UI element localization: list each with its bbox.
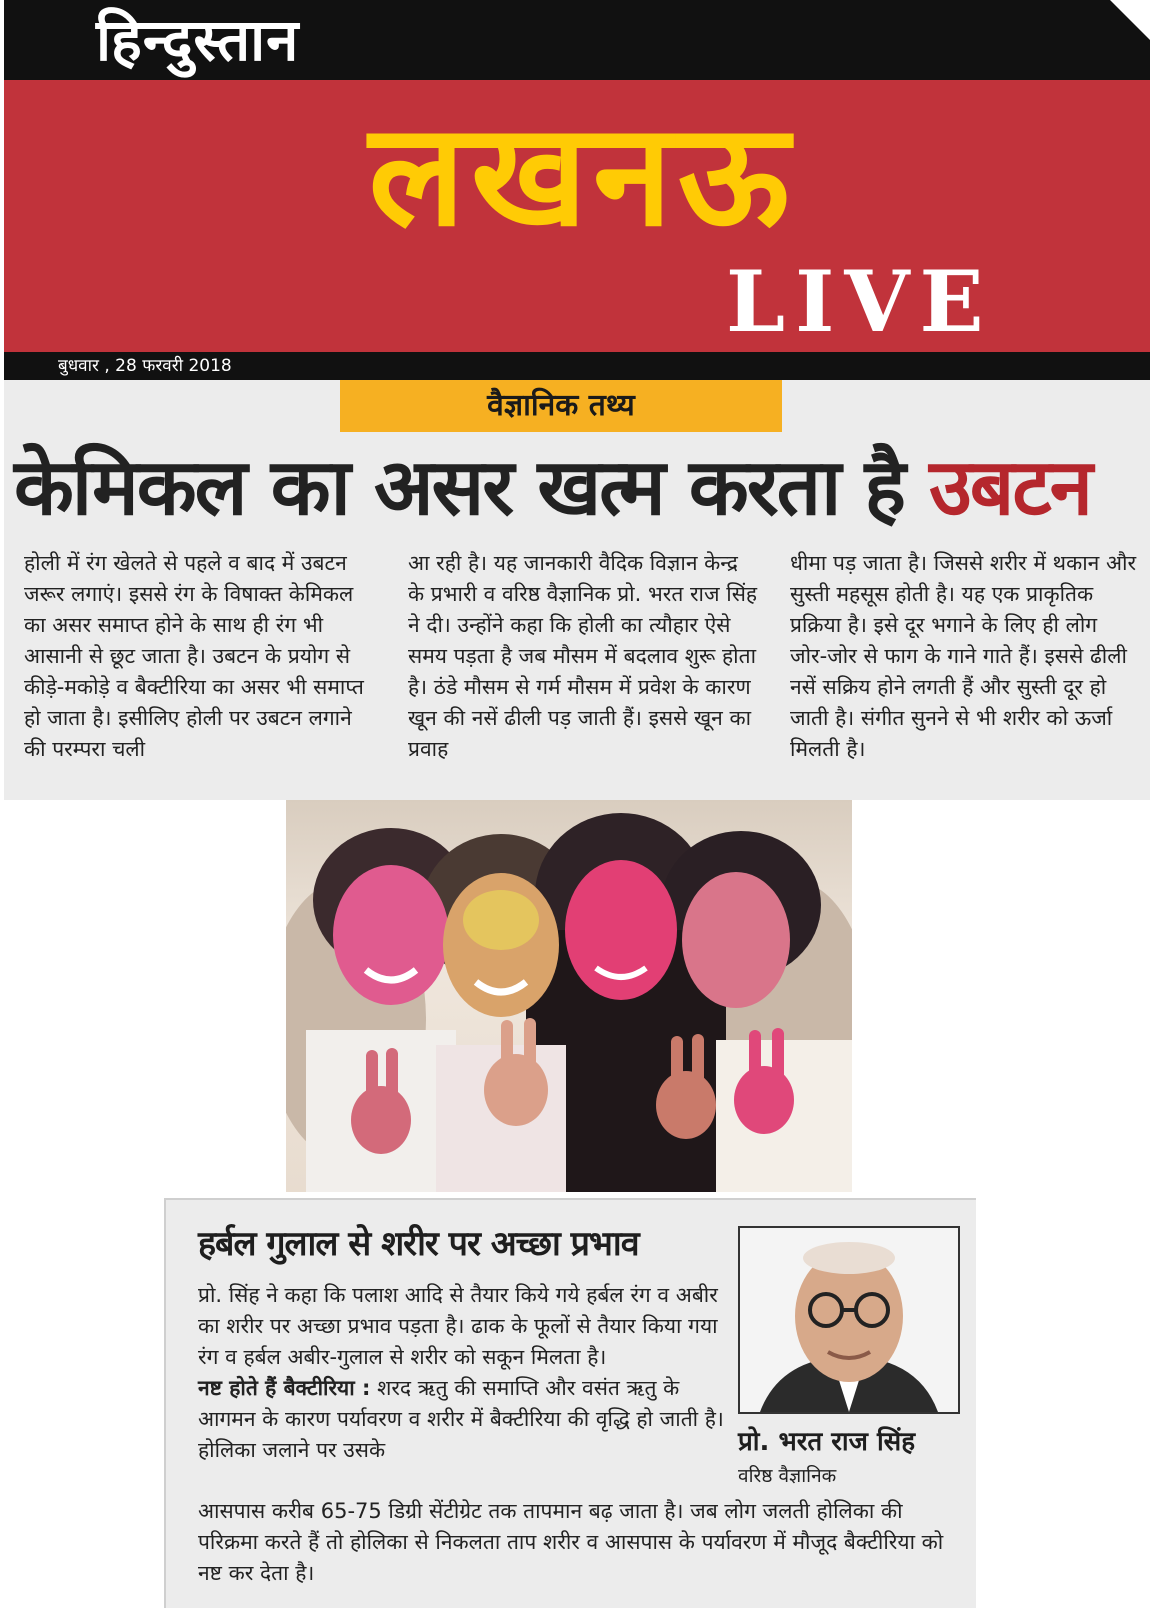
publication-date: बुधवार , 28 फरवरी 2018 [58,356,232,376]
portrait-illustration [740,1228,958,1412]
article-column-1: होली में रंग खेलते से पहले व बाद में उबटन जरूर लगाएं। इससे रंग के विषाक्त केमिकल का असर समाप्त होने के साथ ही रंग भी आसानी से छूट जाता है। उबटन के प्रयोग से कीड़े-मकोड़े व बैक्टीरिया का असर भी समाप्त हो जाता है। इसीलिए होली पर उबटन लगाने की परम्परा चली [24,551,364,761]
sidebar-paragraph-2: शरद ऋतु की समाप्ति और वसंत ऋतु के आगमन के कारण पर्यावरण व शरीर में बैक्टीरिया की वृद्धि हो जाती है। होलिका जलाने पर उसके [198,1376,724,1462]
holi-photo-illustration [286,800,852,1192]
holi-group-photo [286,800,852,1192]
article-column-2: आ रही है। यह जानकारी वैदिक विज्ञान केन्द्र के प्रभारी व वरिष्ठ वैज्ञानिक प्रो. भरत राज सिंह ने दी। उन्होंने कहा कि होली का त्यौहार ऐसे समय पड़ता है जब मौसम में बदलाव शुरू होता है। ठंडे मौसम से गर्म मौसम में प्रवेश के कारण खून की नसें ढीली पड़ जाती हैं। इससे खून का प्रवाह [408,551,758,761]
sidebar-subhead: नष्ट होते हैं बैक्टीरिया : [198,1376,371,1400]
portrait-caption-role: वरिष्ठ वैज्ञानिक [738,1465,837,1487]
edition-label: LIVE [726,252,994,351]
headline [14,438,1144,538]
city-edition-name: लखनऊ [368,96,796,246]
newspaper-name: हिन्दुस्तान [96,6,300,74]
article-column-3: धीमा पड़ जाता है। जिससे शरीर में थकान और सुस्ती महसूस होती है। यह एक प्राकृतिक प्रक्रिया है। इसे दूर भगाने के लिए ही लोग जोर-जोर से फाग के गाने गाते हैं। इससे ढीली नसें सक्रिय होने लगती हैं और सुस्ती दूर हो जाती है। संगीत सुनने से भी शरीर को ऊर्जा मिलती है। [790,551,1137,761]
sidebar-title: हर्बल गुलाल से शरीर पर अच्छा प्रभाव [198,1224,639,1264]
portrait-caption-name: प्रो. भरत राज सिंह [738,1427,916,1457]
scientist-portrait [738,1226,960,1414]
sidebar-paragraph-1: प्रो. सिंह ने कहा कि पलाश आदि से तैयार किये गये हर्बल रंग व अबीर का शरीर पर अच्छा प्रभाव पड़ता है। ढाक के फूलों से तैयार किया गया रंग व हर्बल अबीर-गुलाल से शरीर को सकून मिलता है। [198,1283,718,1369]
headline-main: केमिकल का असर खत्म करता है [14,443,904,533]
sidebar-paragraph-3: आसपास करीब 65-75 डिग्री सेंटीग्रेट तक तापमान बढ़ जाता है। जब लोग जलती होलिका की परिक्रमा करते हैं तो होलिका से निकलता ताप शरीर व आसपास के पर्यावरण में मौजूद बैक्टीरिया को नष्ट कर देता है। [198,1499,944,1585]
headline-accent: उबटन [929,443,1091,533]
section-tag: वैज्ञानिक तथ्य [340,380,782,432]
masthead-corner-fold [1110,0,1150,40]
sidebar-body [198,1280,724,1466]
